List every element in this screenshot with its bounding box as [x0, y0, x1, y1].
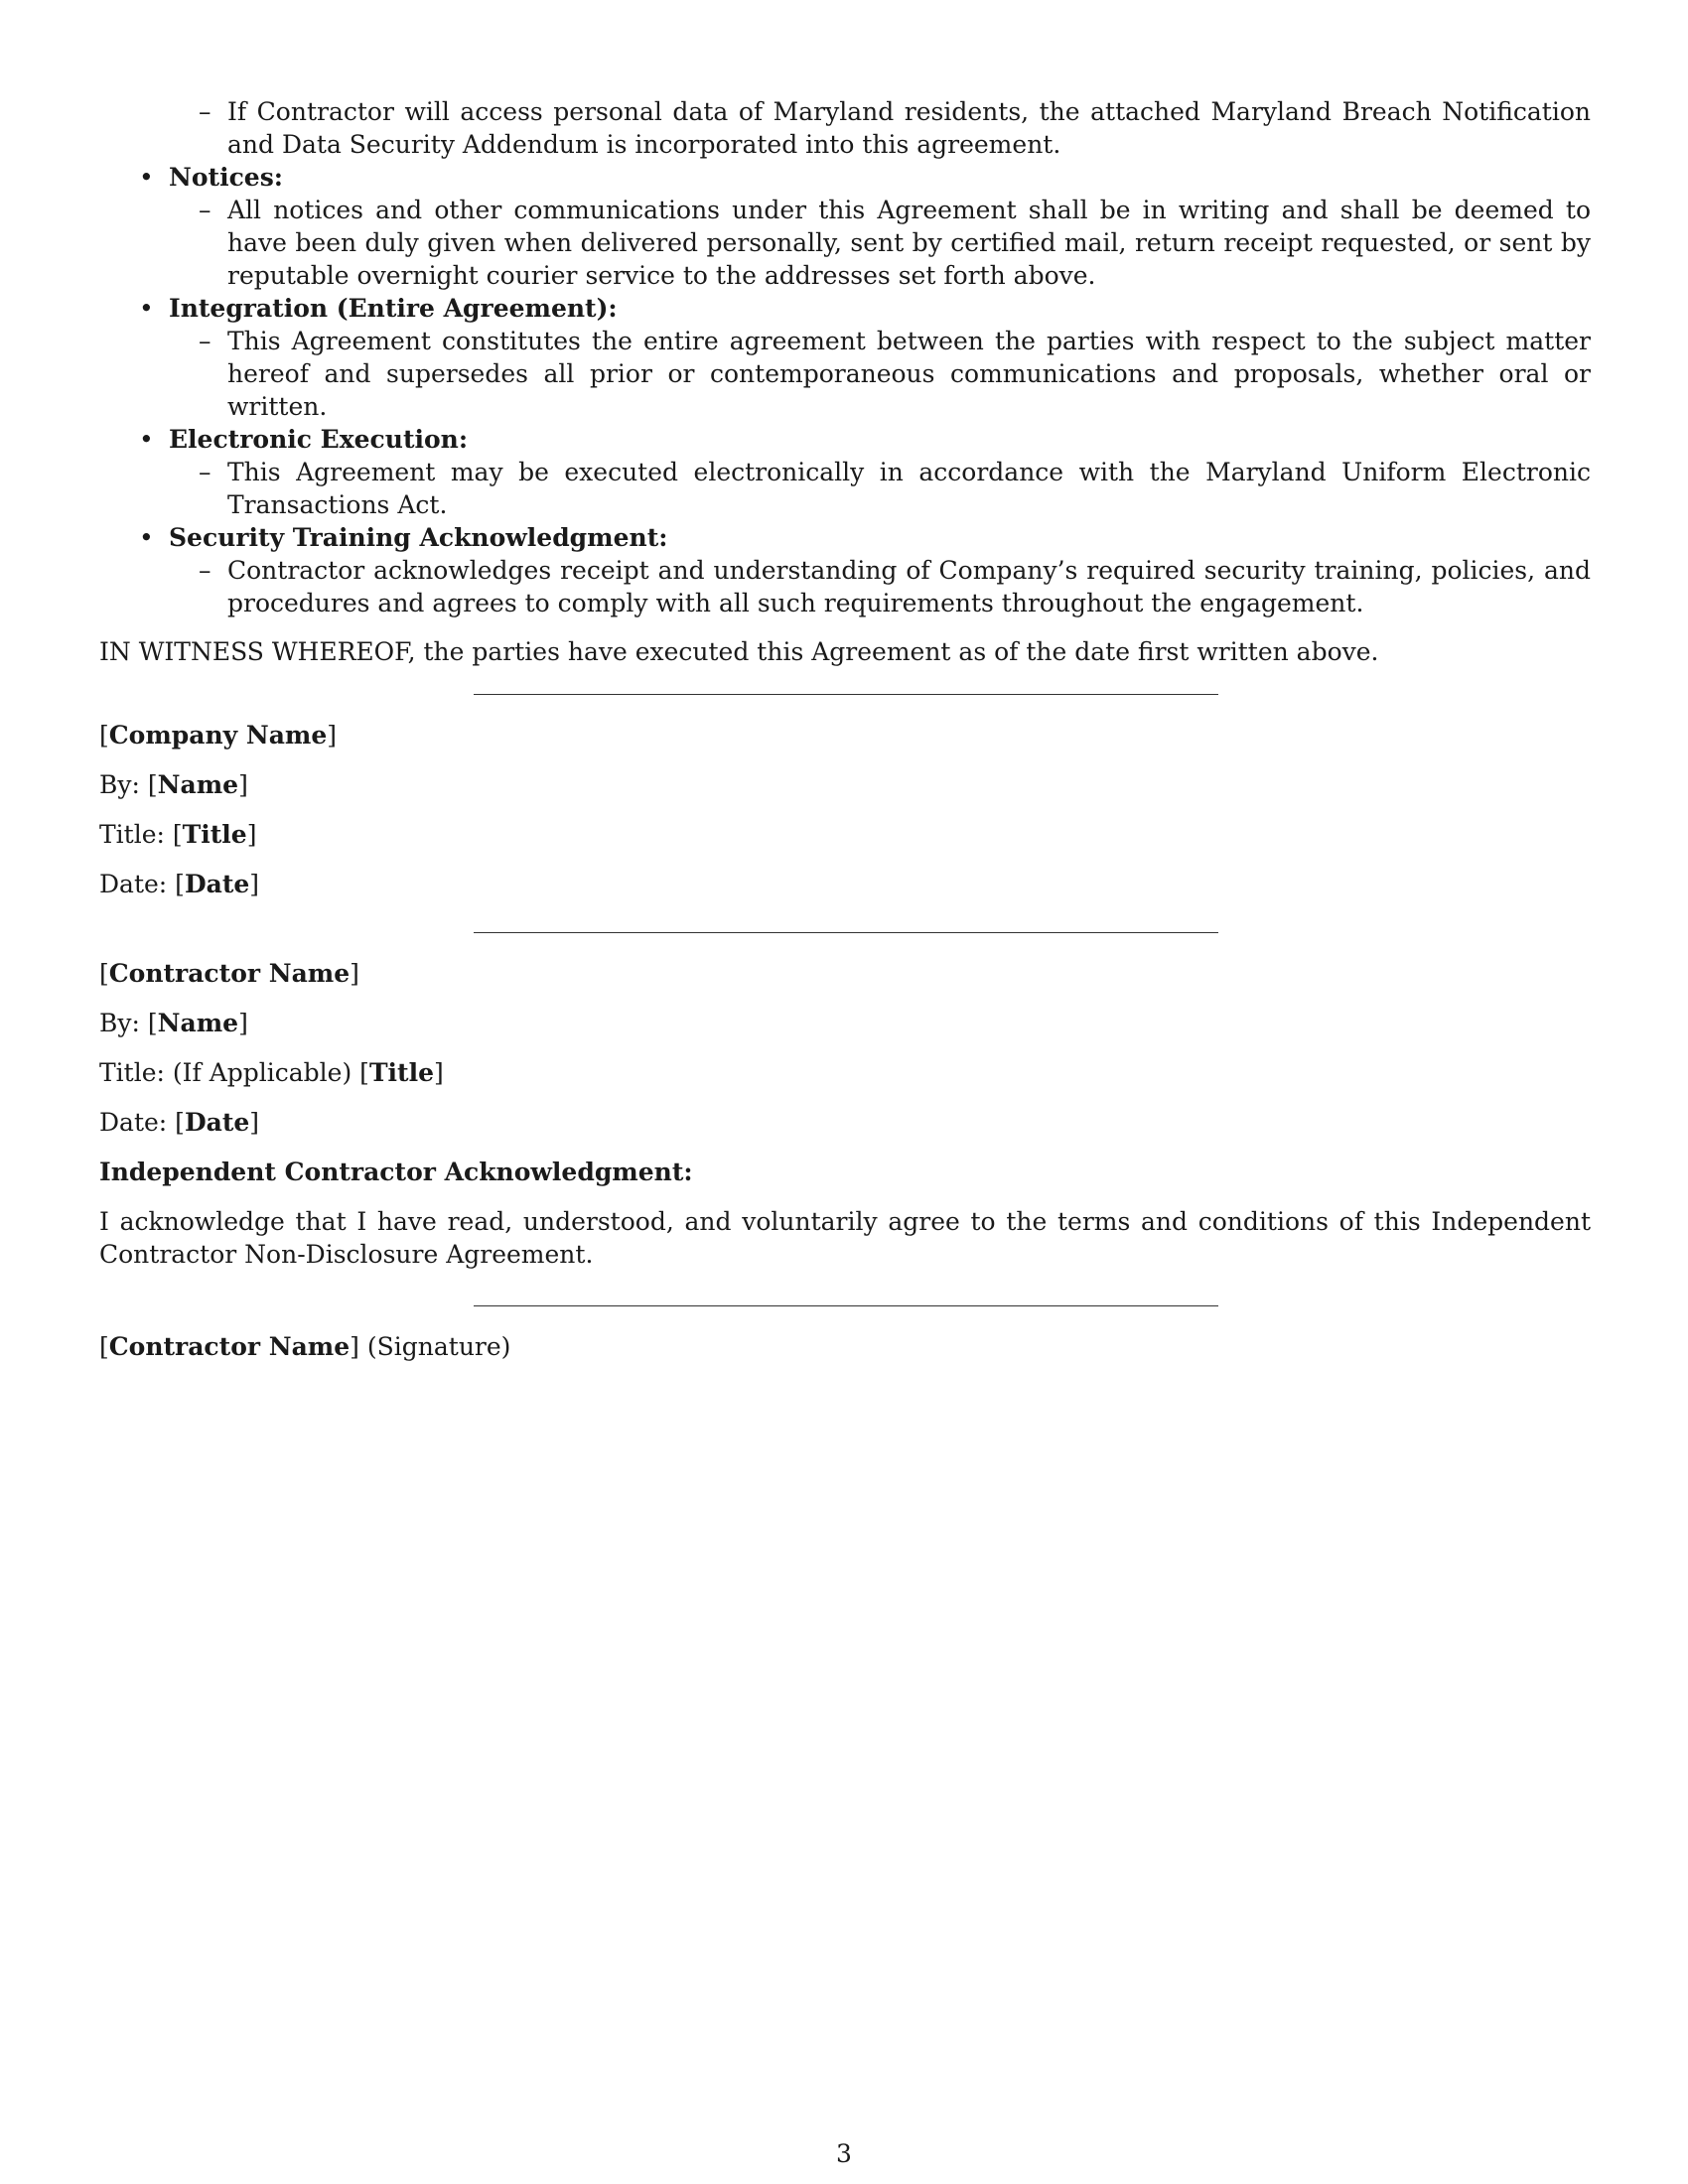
section-integration	[99, 292, 1591, 325]
section-body-text: This Agreement may be executed electronically in accordance with the Maryland Uniform Electronic Transactions Act.	[227, 458, 1591, 519]
contractor-date-line	[99, 1106, 1591, 1139]
date-label: Date:	[99, 1108, 168, 1137]
company-name: Company Name	[108, 721, 328, 750]
section-notices-body	[99, 194, 1591, 292]
contractor-signature-line	[474, 932, 1218, 933]
section-notices	[99, 161, 1591, 194]
dash-marker: –	[199, 556, 211, 585]
open-bracket: [	[147, 770, 158, 799]
close-bracket: ]	[434, 1058, 444, 1087]
contractor-by-name: Name	[157, 1009, 239, 1037]
close-bracket: ]	[238, 770, 248, 799]
close-bracket: ]	[249, 870, 260, 898]
section-body-text: Contractor acknowledges receipt and understanding of Company’s required security training, policies, and procedures and agrees to comply with all such requirements throughout the engagement.	[227, 556, 1591, 617]
document-content	[99, 95, 1591, 1363]
open-bracket: [	[99, 959, 109, 988]
close-bracket: ]	[249, 1108, 260, 1137]
open-bracket: [	[172, 820, 183, 849]
contractor-name-line	[99, 957, 1591, 990]
close-bracket: ]	[350, 959, 359, 988]
dash-marker: –	[199, 196, 211, 224]
close-bracket: ]	[246, 820, 257, 849]
witness-statement: IN WITNESS WHEREOF, the parties have executed this Agreement as of the date first written above.	[99, 637, 1379, 666]
dash-marker: –	[199, 458, 211, 486]
company-title-line	[99, 818, 1591, 851]
dash-marker: –	[199, 97, 211, 126]
carryover-subitem	[99, 95, 1591, 161]
company-date-line	[99, 868, 1591, 900]
acknowledgment-text: I acknowledge that I have read, understood, and voluntarily agree to the terms and conditions of this Independent Contractor Non-Disclosure Agreement.	[99, 1207, 1591, 1269]
carryover-text: If Contractor will access personal data of Maryland residents, the attached Maryland Breach Notification and Data Security Addendum is incorporated into this agreement.	[227, 97, 1591, 159]
by-label: By:	[99, 1009, 140, 1037]
open-bracket: [	[99, 1332, 109, 1361]
contractor-by-line	[99, 1007, 1591, 1039]
company-name-line	[99, 719, 1591, 751]
contractor-name: Contractor Name	[108, 959, 351, 988]
section-integration-body	[99, 325, 1591, 423]
open-bracket: [	[359, 1058, 369, 1087]
date-label: Date:	[99, 870, 168, 898]
bullet-marker: •	[139, 163, 154, 192]
section-heading: Notices:	[169, 163, 284, 192]
page-number: 3	[836, 2139, 852, 2168]
signature-suffix: (Signature)	[366, 1332, 511, 1361]
section-heading: Electronic Execution:	[169, 425, 469, 454]
company-by-name: Name	[157, 770, 239, 799]
acknowledgment-signature-line	[474, 1305, 1218, 1306]
open-bracket: [	[147, 1009, 158, 1037]
open-bracket: [	[99, 721, 109, 750]
section-security-training	[99, 521, 1591, 554]
acknowledgment-signer-line	[99, 1330, 1591, 1363]
acknowledgment-heading-text: Independent Contractor Acknowledgment:	[99, 1158, 693, 1186]
close-bracket: ]	[238, 1009, 248, 1037]
bullet-marker: •	[139, 425, 154, 454]
section-security-training-body	[99, 554, 1591, 619]
title-label: Title:	[99, 820, 165, 849]
open-bracket: [	[175, 1108, 185, 1137]
close-bracket: ]	[327, 721, 338, 750]
acknowledgment-signer-name: Contractor Name	[108, 1332, 351, 1361]
dash-marker: –	[199, 327, 211, 355]
section-electronic-execution-body	[99, 456, 1591, 521]
by-label: By:	[99, 770, 140, 799]
company-date: Date	[184, 870, 250, 898]
title-label: Title: (If Applicable)	[99, 1058, 352, 1087]
section-electronic-execution	[99, 423, 1591, 456]
acknowledgment-heading	[99, 1156, 1591, 1188]
contractor-date: Date	[184, 1108, 250, 1137]
bullet-marker: •	[139, 294, 154, 323]
contractor-title: Title	[368, 1058, 434, 1087]
open-bracket: [	[175, 870, 185, 898]
section-body-text: All notices and other communications under this Agreement shall be in writing and shall be deemed to have been duly given when delivered personally, sent by certified mail, return receipt requested, or sent by reputable overnight courier service to the addresses set forth above.	[227, 196, 1591, 290]
company-signature-line	[474, 694, 1218, 695]
company-by-line	[99, 768, 1591, 801]
close-bracket: ]	[350, 1332, 359, 1361]
section-heading: Security Training Acknowledgment:	[169, 523, 668, 552]
bullet-marker: •	[139, 523, 154, 552]
company-title: Title	[182, 820, 247, 849]
section-body-text: This Agreement constitutes the entire agreement between the parties with respect to the subject matter hereof and supersedes all prior or contemporaneous communications and proposals, whether oral or written.	[227, 327, 1591, 421]
contractor-title-line	[99, 1056, 1591, 1089]
section-heading: Integration (Entire Agreement):	[169, 294, 618, 323]
